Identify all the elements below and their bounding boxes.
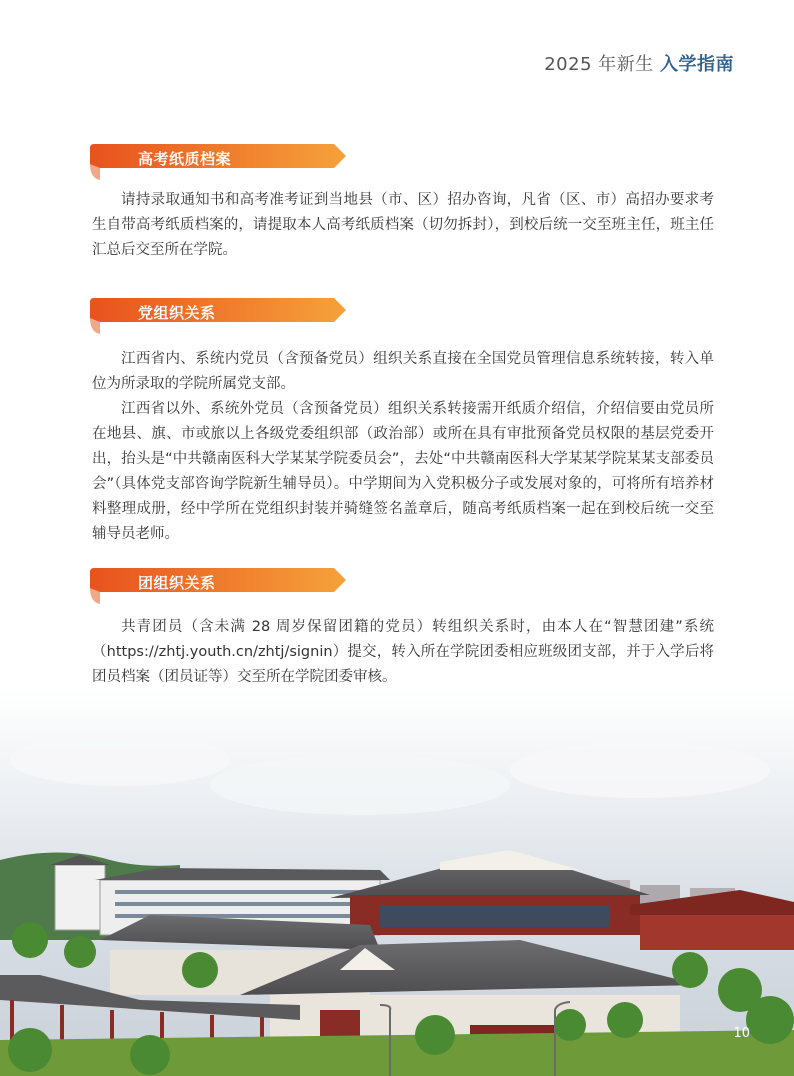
section-title-text: 团组织关系 xyxy=(138,574,216,592)
section-title-party-relations xyxy=(90,298,348,328)
page-number: 10 xyxy=(733,1026,750,1041)
header-accent: 入学指南 xyxy=(660,54,734,75)
section-title-league-relations xyxy=(90,568,348,598)
section-body-gaokao-archive xyxy=(92,188,714,263)
section-body-party-relations xyxy=(92,347,714,547)
page-header xyxy=(544,50,734,76)
banner-shape xyxy=(90,298,348,336)
paragraph: 江西省以外、系统外党员（含预备党员）组织关系转接需开纸质介绍信，介绍信要由党员所在地县、旗、市或旅以上各级党委组织部（政治部）或所在具有审批预备党员权限的基层党委开出，抬头是“中共赣南医科大学某某学院委员会”，去处“中共赣南医科大学某某学院某某支部委员会”（具体党支部咨询学院新生辅导员）。中学期间为入党积极分子或发展对象的，可将所有培养材料整理成册，经中学所在党组织封装并骑缝签名盖章后，随高考纸质档案一起在到校后统一交至辅导员老师。 xyxy=(92,401,714,542)
section-title-gaokao-archive xyxy=(90,144,348,174)
banner-shape xyxy=(90,568,348,606)
paragraph: 共青团员（含未满 28 周岁保留团籍的党员）转组织关系时，由本人在“智慧团建”系统（https://zhtj.youth.cn/zhtj/signin）提交，转入所在学院团委相应班级团支部，并于入学后将团员档案（团员证等）交至所在学院团委审核。 xyxy=(92,619,714,685)
campus-photo xyxy=(0,690,794,1076)
paragraph: 江西省内、系统内党员（含预备党员）组织关系直接在全国党员管理信息系统转接，转入单位为所录取的学院所属党支部。 xyxy=(92,351,714,392)
header-prefix: 2025 年新生 xyxy=(544,54,654,75)
section-body-league-relations xyxy=(92,615,714,690)
section-title-text: 高考纸质档案 xyxy=(138,150,232,168)
section-title-text: 党组织关系 xyxy=(138,304,216,322)
paragraph: 请持录取通知书和高考准考证到当地县（市、区）招办咨询，凡省（区、市）高招办要求考生自带高考纸质档案的，请提取本人高考纸质档案（切勿拆封），到校后统一交至班主任，班主任汇总后交至所在学院。 xyxy=(92,192,714,258)
